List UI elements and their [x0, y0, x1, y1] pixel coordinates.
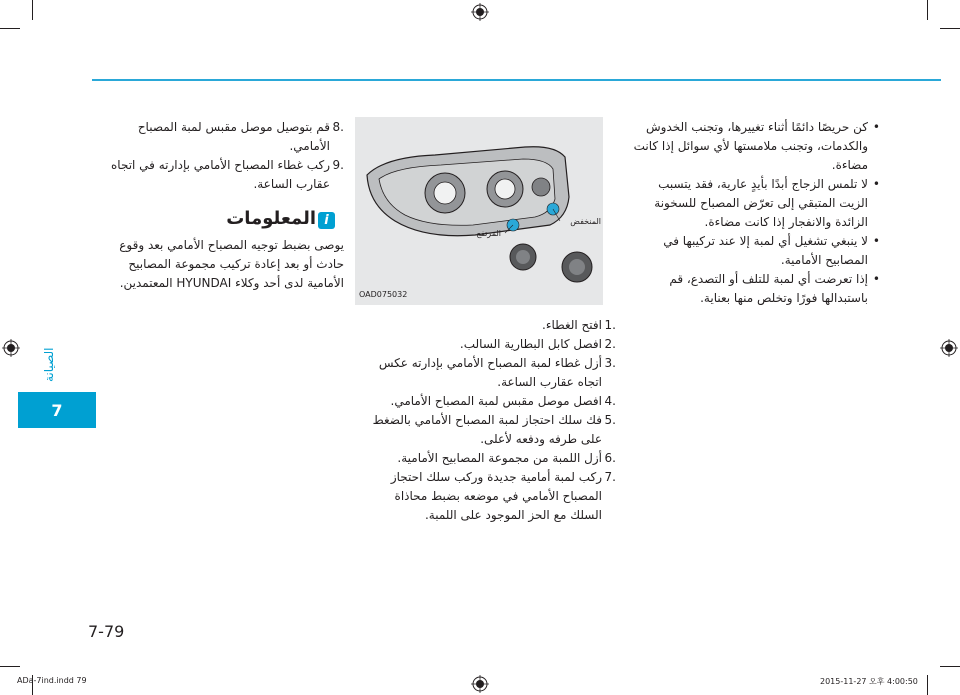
label-high-beam: المرتفع [476, 229, 501, 238]
crop-mark [32, 0, 33, 20]
registration-mark-icon [471, 3, 489, 21]
step-number: .3 [604, 356, 616, 370]
list-item [366, 392, 616, 411]
bullet-item: • لا تلمس الزجاج أبدًا بأيدٍ عارية، فقد يتسبب الزيت المتبقي إلى تعرّض المصباح للسخونة الزائدة والانفجار إذا كانت مضاءة. [628, 175, 880, 232]
crop-mark [940, 28, 960, 29]
step-text: أزل اللمبة من مجموعة المصابيح الأمامية. [397, 451, 602, 465]
step-number: .5 [604, 413, 616, 427]
info-title: المعلومات [226, 208, 316, 229]
chapter-tab: 7 [18, 392, 96, 428]
step-text: أزل غطاء لمبة المصباح الأمامي بإدارته عكس اتجاه عقارب الساعة. [378, 356, 602, 389]
step-text: ركب لمبة أمامية جديدة وركب سلك احتجاز المصباح الأمامي في موضعه بضبط محاذاة السلك مع الحز الموجود على اللمبة. [390, 470, 602, 522]
footer-file-info: ADa-7ind.indd 79 [17, 676, 87, 685]
headlamp-illustration [355, 117, 603, 305]
chapter-label: الصيانة [42, 347, 56, 383]
crop-mark [0, 666, 20, 667]
list-item [366, 449, 616, 468]
step-text: فك سلك احتجاز لمبة المصباح الأمامي بالضغط على طرفه ودفعه لأعلى. [372, 413, 602, 446]
list-item [366, 316, 616, 335]
list-item [366, 468, 616, 525]
crop-mark [0, 28, 20, 29]
bullet-item: • كن حريصًا دائمًا أثناء تغييرها، وتجنب الخدوش والكدمات، وتجنب ملامستها لأي سوائل إذا كانت مضاءة. [628, 118, 880, 175]
bullet-item: • إذا تعرضت أي لمبة للتلف أو التصدع، قم باستبدالها فورًا وتخلص منها بعناية. [628, 270, 880, 308]
list-item [366, 335, 616, 354]
list-item [98, 118, 344, 156]
step-text: ركب غطاء المصباح الأمامي بإدارته في اتجاه عقارب الساعة. [111, 158, 330, 191]
step-number: .7 [604, 470, 616, 484]
step-text: افصل كابل البطارية السالب. [459, 337, 602, 351]
registration-mark-icon [2, 339, 20, 357]
registration-mark-icon [471, 675, 489, 693]
step-number: .1 [604, 318, 616, 332]
crop-mark [927, 675, 928, 695]
page-number: 7-79 [88, 622, 125, 641]
left-steps [98, 118, 344, 194]
bullet-item: • لا ينبغي تشغيل أي لمبة إلا عند تركيبها في المصابيح الأمامية. [628, 232, 880, 270]
figure-caption: OAD075032 [359, 290, 408, 299]
info-icon: i [318, 212, 335, 229]
header-rule [92, 79, 941, 81]
caution-bullet-list [628, 118, 880, 308]
step-number: .2 [604, 337, 616, 351]
info-body: يوصى بضبط توجيه المصباح الأمامي بعد وقوع حادث أو بعد إعادة تركيب مجموعة المصابيح الأمامية لدى أحد وكلاء HYUNDAI المعتمدين. [119, 238, 344, 290]
headlamp-figure [355, 117, 603, 305]
procedure-steps [366, 316, 616, 525]
step-text: افصل موصل مقبس لمبة المصباح الأمامي. [390, 394, 602, 408]
step-number: .4 [604, 394, 616, 408]
step-text: افتح الغطاء. [542, 318, 602, 332]
step-number: .6 [604, 451, 616, 465]
step-text: قم بتوصيل موصل مقبس لمبة المصباح الأمامي. [137, 120, 330, 153]
list-item [366, 411, 616, 449]
footer-timestamp: 2015-11-27 오후 4:00:50 [820, 677, 918, 686]
step-number: .9 [332, 158, 344, 172]
crop-mark [927, 0, 928, 20]
step-number: .8 [332, 120, 344, 134]
list-item [366, 354, 616, 392]
list-item [98, 156, 344, 194]
label-low-beam: المنخفض [570, 217, 601, 226]
registration-mark-icon [940, 339, 958, 357]
crop-mark [940, 666, 960, 667]
